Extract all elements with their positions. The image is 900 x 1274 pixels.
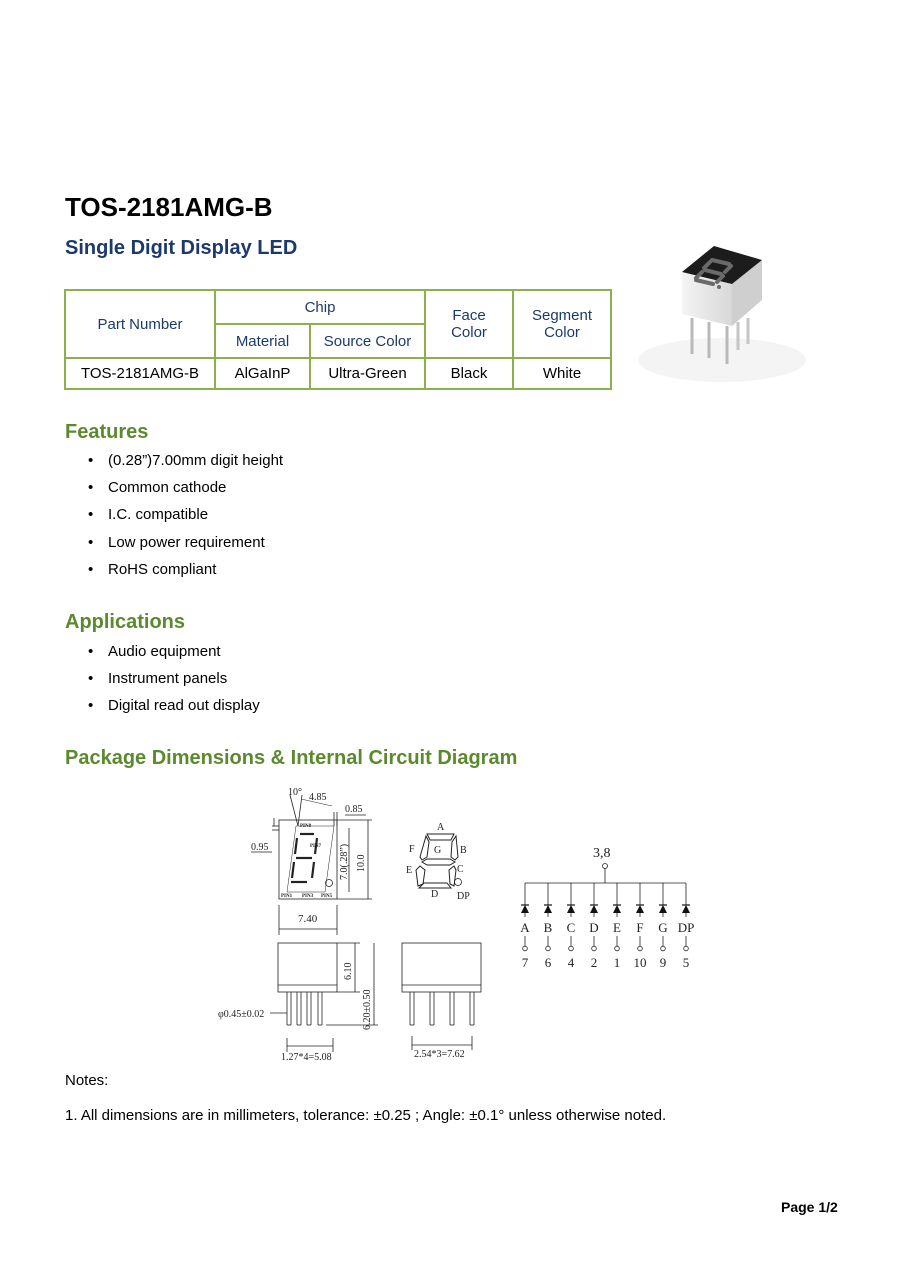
dim-pin-length: 6.20±0.50 [362, 989, 373, 1030]
circuit-segment-label: C [566, 920, 576, 935]
internal-circuit-diagram [520, 846, 694, 970]
diode-icon [567, 905, 575, 913]
product-photo [636, 238, 808, 393]
segment-label-b: B [460, 845, 467, 856]
diode-icon [521, 905, 529, 913]
dim-offset-right: 0.85 [345, 804, 363, 815]
page-number: Page 1/2 [781, 1199, 838, 1215]
header-face-color: Face Color [425, 290, 513, 358]
side-view-2-outline [402, 943, 481, 992]
segment-label-dp: DP [457, 891, 470, 902]
segment-label-a: A [437, 822, 445, 833]
notes-label: Notes: [65, 1072, 109, 1089]
common-pin-label: 3,8 [593, 846, 611, 861]
circuit-segment-label: G [658, 920, 668, 935]
pin-label: PIN8 [300, 824, 312, 829]
diode-icon [682, 905, 690, 913]
pin-label: PIN1 [281, 894, 293, 899]
front-view-outline [279, 820, 337, 899]
circuit-pin-number: 9 [659, 955, 667, 970]
header-part-number: Part Number [65, 290, 215, 358]
dim-pin-pitch: 1.27*4=5.08 [281, 1052, 332, 1063]
cell-face-color: Black [425, 358, 513, 389]
diode-icon [636, 905, 644, 913]
cell-source-color: Ultra-Green [310, 358, 425, 389]
segment-label-d: D [431, 889, 439, 900]
list-item: • (0.28”)7.00mm digit height [88, 452, 283, 479]
circuit-pin-number: 1 [613, 955, 621, 970]
note-item: 1. All dimensions are in millimeters, tolerance: ±0.25 ; Angle: ±0.1° unless otherwise noted. [65, 1107, 667, 1124]
list-item: • Digital read out display [88, 697, 260, 724]
dim-pin-diameter: φ0.45±0.02 [218, 1009, 265, 1020]
features-heading: Features [65, 421, 149, 443]
diode-icon [590, 905, 598, 913]
cell-segment-color: White [513, 358, 611, 389]
diode-icon [659, 905, 667, 913]
circuit-segment-label: E [613, 920, 621, 935]
cell-material: AlGaInP [215, 358, 310, 389]
header-material: Material [215, 324, 310, 358]
dim-height: 10.0 [356, 854, 367, 872]
circuit-segment-label: F [636, 920, 644, 935]
dim-body-height: 6.10 [343, 962, 354, 980]
circuit-segment-label: DP [677, 920, 695, 935]
document-title: TOS-2181AMG-B [65, 192, 273, 222]
dim-angle: 10° [288, 787, 302, 798]
list-item: • RoHS compliant [88, 561, 283, 588]
header-segment-color: Segment Color [513, 290, 611, 358]
dim-digit-height: 7.0(.28”) [339, 843, 350, 880]
dim-width-top: 4.85 [309, 792, 327, 803]
diode-icon [613, 905, 621, 913]
applications-list [88, 643, 260, 725]
circuit-segment-label: A [520, 920, 530, 935]
applications-heading: Applications [65, 611, 186, 633]
spec-table [64, 289, 612, 390]
circuit-pin-number: 10 [633, 955, 647, 970]
pin-label: PIN7 [310, 844, 322, 849]
circuit-pin-number: 4 [567, 955, 575, 970]
pin-label: PIN3 [302, 894, 314, 899]
list-item: • Common cathode [88, 479, 283, 506]
header-chip: Chip [215, 290, 425, 324]
dim-width: 7.40 [298, 913, 318, 925]
features-list [88, 452, 283, 588]
list-item: • Instrument panels [88, 670, 260, 697]
cell-part-number: TOS-2181AMG-B [65, 358, 215, 389]
circuit-segment-label: D [589, 920, 599, 935]
side-view-1-outline [278, 943, 337, 992]
circuit-pin-number: 5 [682, 955, 690, 970]
header-source-color: Source Color [310, 324, 425, 358]
circuit-pin-number: 6 [544, 955, 552, 970]
circuit-pin-number: 2 [590, 955, 598, 970]
segment-label-e: E [406, 865, 413, 876]
circuit-pin-number: 7 [521, 955, 529, 970]
document-subtitle: Single Digit Display LED [65, 237, 298, 259]
pin-label: PIN5 [321, 894, 333, 899]
list-item: • Audio equipment [88, 643, 260, 670]
list-item: • I.C. compatible [88, 506, 283, 533]
diode-icon [544, 905, 552, 913]
segment-label-c: C [457, 864, 464, 875]
list-item: • Low power requirement [88, 534, 283, 561]
package-heading: Package Dimensions & Internal Circuit Diagram [65, 747, 518, 769]
circuit-segment-label: B [543, 920, 553, 935]
dim-row-pitch: 2.54*3=7.62 [414, 1049, 465, 1060]
segment-label-f: F [409, 844, 415, 855]
segment-label-g: G [434, 845, 442, 856]
dim-offset-left: 0.95 [251, 842, 269, 853]
